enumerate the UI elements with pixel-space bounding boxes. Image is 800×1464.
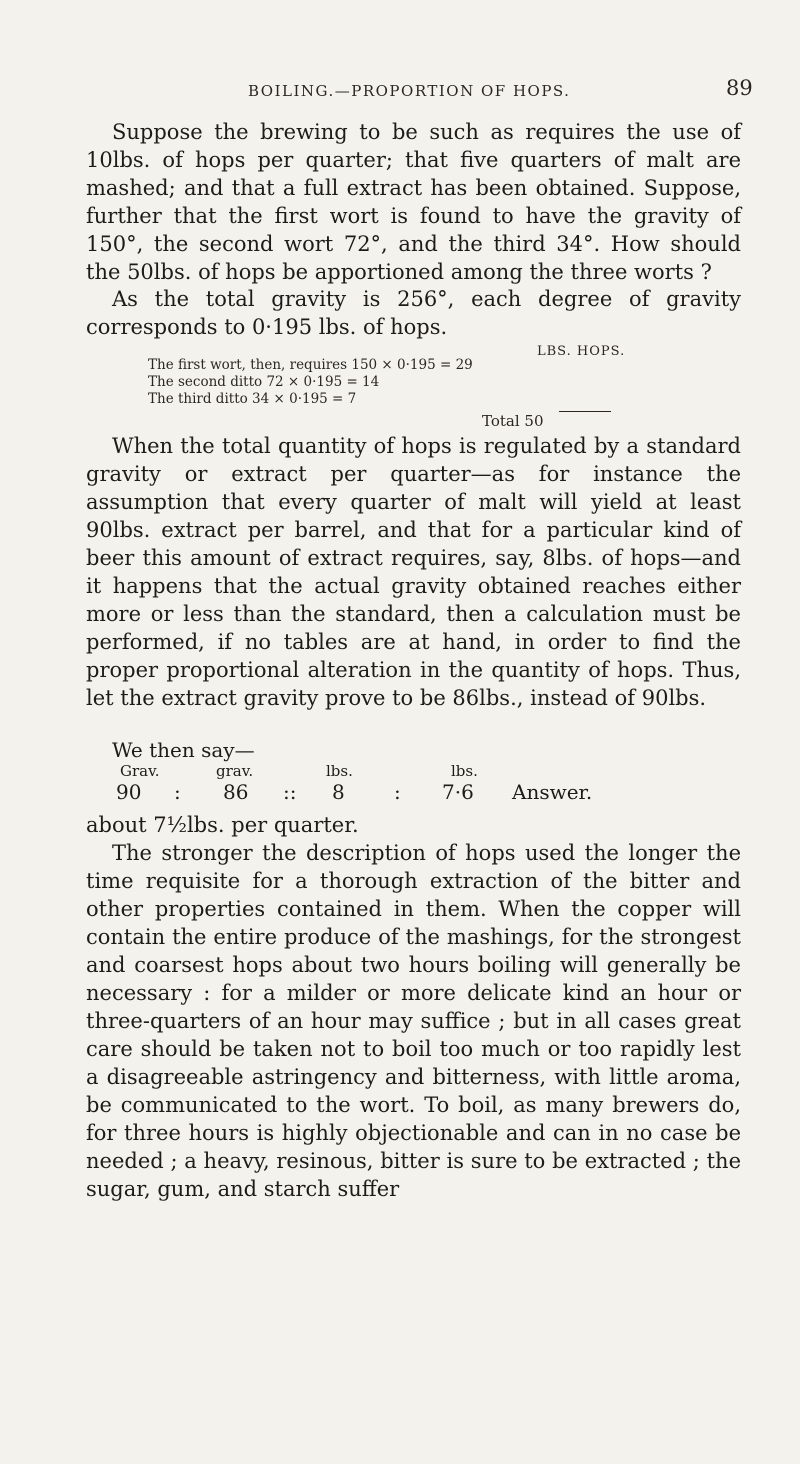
table-header: LBS. HOPS. [537,344,626,359]
prop-value: 7·6 [442,780,474,804]
running-head: BOILING.—PROPORTION OF HOPS. [248,82,571,100]
prop-head-grav-2: grav. [216,762,254,780]
prop-sign: : [174,780,181,804]
prop-answer: Answer. [512,780,593,804]
page-number: 89 [726,76,753,100]
prop-head-grav-1: Grav. [120,762,160,780]
table-row: The first wort, then, requires 150 × 0·195 = 29 [148,357,473,373]
table-row: The third ditto 34 × 0·195 = 7 [148,391,357,407]
prop-value: 90 [116,780,142,804]
prop-value: 86 [223,780,249,804]
table-row: The second ditto 72 × 0·195 = 14 [148,374,380,390]
prop-head-lbs-1: lbs. [326,762,353,780]
paragraph-total-gravity: As the total gravity is 256°, each degree of gravity corresponds to 0·195 lbs. of hops. [86,287,741,339]
paragraph-boiling: The stronger the description of hops used the longer the time requisite for a thorough extraction of the bitter and other properties contained in them. When the copper will contain the entire produce of the mashings, for the strongest and coarsest hops about two hours boiling will generally be necessary : for a milder or more delicate kind an hour or three-quarters of an hour may suffice ; but in all cases great care should be taken not to boil too much or too rapidly lest a disagreeable astringency and bitterness, with little aroma, be communicated to the wort. To boil, as many brewers do, for three hours is highly objectionable and can in no case be needed ; a heavy, resinous, bitter is sure to be extracted ; the sugar, gum, and starch suffer [86,841,741,1201]
paragraph-standard-gravity: When the total quantity of hops is regulated by a standard gravity or extract per quarter—as for instance the assumption that every quarter of malt will yield at least 90lbs. extract per barrel, and that for a particular kind of beer this amount of extract requires, say, 8lbs. of hops—and it happens that the actual gravity obtained reaches either more or less than the standard, then a calculation must be performed, if no tables are at hand, in order to find the proper proportional alteration in the quantity of hops. Thus, let the extract gravity prove to be 86lbs., instead of 90lbs. [86,434,741,710]
we-then-say: We then say— [112,738,255,762]
prop-sign: :: [283,780,297,804]
table-total: Total 50 [482,412,544,430]
about-line: about 7½lbs. per quarter. [86,813,359,837]
paragraph-problem: Suppose the brewing to be such as requires the use of 10lbs. of hops per quarter; that five quarters of malt are mashed; and that a full extract has been obtained. Suppose, further that the first wort is found to have the gravity of 150°, the second wort 72°, and the third 34°. How should the 50lbs. of hops be apportioned among the three worts ? [86,120,741,284]
table-rule [559,411,611,412]
prop-sign: : [394,780,401,804]
prop-value: 8 [332,780,345,804]
prop-head-lbs-2: lbs. [451,762,478,780]
